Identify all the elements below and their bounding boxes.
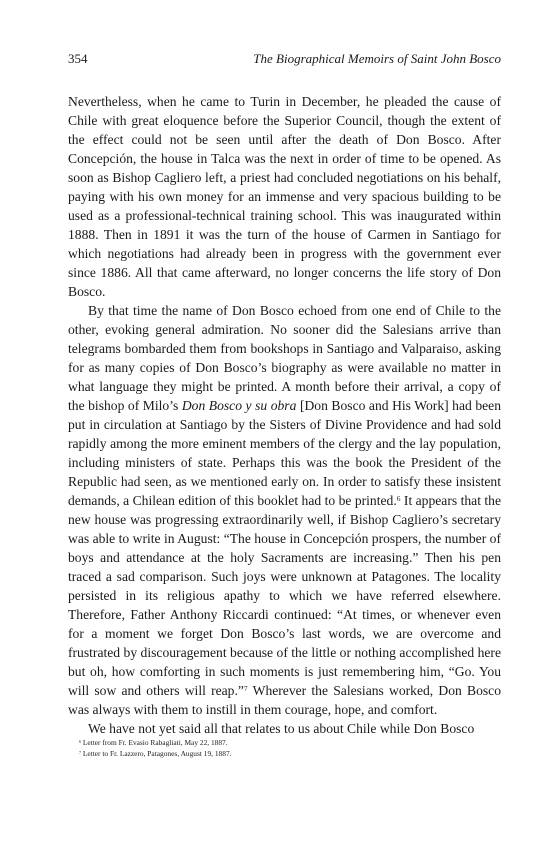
body-text (68, 92, 501, 738)
text-run: It appears that the new house was progressing extraordinarily well, if Bishop Cagliero’s secretary was able to write in August: “The house in Concepción prospers, the number of boys and attendance at the holy Sacraments are increasing.” Then his pen traced a sad comparison. Such joys were unknown at Patagones. The locality persisted in its religious apathy to which we have referred elsewhere. Therefore, Father Anthony Riccardi continued: “At times, or whenever even for a moment we forget Don Bosco’s last words, we are overcome and frustrated by discouragement because of the little or nothing accomplished here but oh, how comforting in such moments is just remembering him, “Go. You will sow and others will reap.” (68, 493, 502, 698)
text-run: Nevertheless, when he came to Turin in December, he pleaded the cause of Chile with great eloquence before the Superior Council, though the extent of the effect could not be seen until after the death of Don Bosco. After Concepción, the house in Talca was the next in order of time to be opened. As soon as Bishop Cagliero left, a priest had concluded negotiations on his behalf, paying with his own money for an immense and very spacious building to be used as a professional-technical training school. This was inaugurated within 1888. Then in 1891 it was the turn of the house of Carmen in Santiago for which negotiations had already been in progress with the government ever since 1886. All that came afterward, no longer concerns the life story of Don Bosco. (68, 94, 501, 299)
footnote-reference: 6 (396, 493, 401, 503)
footnote-number: 7 (79, 749, 82, 755)
running-head: The Biographical Memoirs of Saint John Bosco (253, 51, 501, 66)
text-run: Wherever the Salesians worked, Don Bosco was always with them to instill in them courage, hope, and comfort. (68, 683, 501, 717)
footnote (79, 737, 499, 748)
footnote-text: Letter from Fr. Evasio Rabagliati, May 22, 1887. (81, 738, 228, 747)
page-number: 354 (68, 51, 88, 66)
text-run: By that time the name of Don Bosco echoed from one end of Chile to the other, evoking general admiration. No sooner did the Salesians arrive than telegrams bombarded them from bookshops in Santiago and Valparaiso, asking for as many copies of Don Bosco’s biography as were available no matter in what language they might be printed. A month before their arrival, a copy of the bishop of Milo’s (68, 303, 501, 413)
text-run: We have not yet said all that relates to us about Chile while Don Bosco (88, 721, 475, 736)
paragraph (68, 301, 501, 719)
paragraph (68, 719, 501, 738)
footnote (79, 748, 499, 759)
text-run: [Don Bosco and His Work] had been put in circulation at Santiago by the Sisters of Divine Providence and had sold rapidly among the more eminent members of the clergy and the lay population, including ministers of state. Perhaps this was the book the President of the Republic had seen, as we mentioned early on. In order to satisfy these insistent demands, a Chilean edition of this booklet had to be printed. (68, 398, 502, 508)
footnote-number: 6 (79, 738, 82, 744)
paragraph (68, 92, 501, 301)
footnote-reference: 7 (243, 683, 248, 693)
book-title-italic: Don Bosco y su obra (181, 398, 297, 413)
footnote-text: Letter to Fr. Lazzero, Patagones, August 19, 1887. (81, 749, 232, 758)
footnotes (79, 737, 499, 759)
